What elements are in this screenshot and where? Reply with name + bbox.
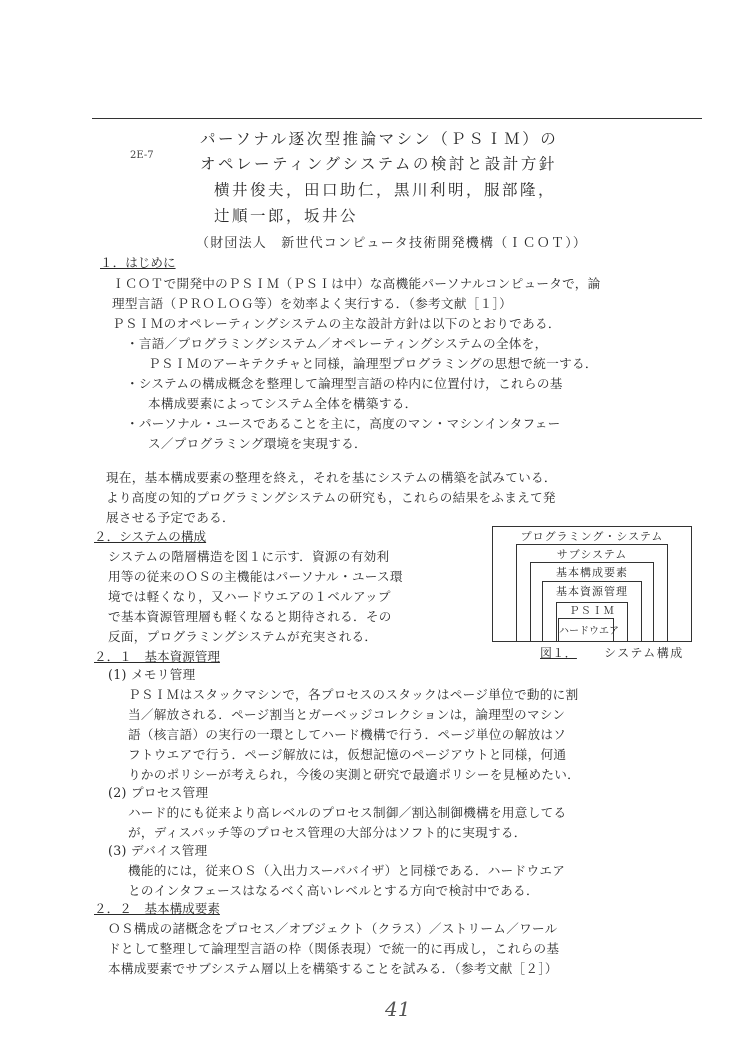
- figure-1-diagram: [492, 526, 692, 642]
- title-line-2: オペレーティングシステムの検討と設計方針: [200, 155, 557, 173]
- sub3-line-1: とのインタフェースはなるべく高いレベルとする方向で検討中である．: [128, 883, 539, 898]
- s22-line-1: ドとして整理して論理型言語の枠（関係表現）で統一的に再成し，これらの基: [108, 941, 560, 956]
- s2-line-4: 反面，プログラミングシステムが充実される．: [108, 629, 378, 644]
- bullet-2-line-0: ・システムの構成概念を整理して論理型言語の枠内に位置付け，これらの基: [126, 376, 563, 391]
- figure-caption-text: システム構成: [604, 646, 684, 660]
- para-line-2: 展させる予定である．: [106, 510, 235, 525]
- sub1-line-1: 当／解放される．ページ割当とガーベッジコレクションは，論理型のマシン: [128, 707, 566, 722]
- s1-line-2: ＰＳＩＭのオペレーティングシステムの主な設計方針は以下のとおりである．: [112, 316, 561, 331]
- sub-1-heading: (1) メモリ管理: [108, 667, 196, 682]
- authors-line-1: 横井俊夫，田口助仁，黒川利明，服部隆，: [214, 181, 557, 199]
- affiliation: （財団法人 新世代コンピュータ技術開発機構（ＩＣＯＴ））: [196, 236, 588, 251]
- s2-line-0: システムの階層構造を図１に示す．資源の有効利: [108, 549, 390, 564]
- sub1-line-2: 語（核言語）の実行の一環としてハード機構で行う．ページ単位の解放はソ: [128, 727, 567, 742]
- bullet-1-line-0: ・言語／プログラミングシステム／オペレーティングシステムの全体を，: [126, 336, 548, 351]
- s1-line-0: ＩＣＯＴで開発中のＰＳＩＭ（ＰＳＩは中）な高機能パーソナルコンピュータで，論: [112, 276, 601, 291]
- s22-line-2: 本構成要素でサブシステム層以上を構築することを試みる．（参考文献［２］）: [108, 961, 558, 976]
- bullet-1-line-1: ＰＳＩＭのアーキテクチャと同様，論理型プログラミングの思想で統一する．: [148, 356, 598, 371]
- figure-caption-label: 図１．: [540, 646, 577, 660]
- section-2-1-heading-text: ２．１ 基本資源管理: [94, 649, 220, 664]
- section-2-heading: ２．システムの構成: [94, 529, 207, 544]
- sub-2-heading: (2) プロセス管理: [108, 785, 209, 800]
- bullet-3-line-0: ・パーソナル・ユースであることを主に，高度のマン・マシンインタフェー: [126, 416, 561, 431]
- section-2-2-heading: [94, 898, 220, 917]
- sub2-line-1: が，ディスパッチ等のプロセス管理の大部分はソフト的に実現する．: [128, 825, 527, 840]
- bullet-3-line-1: ス／プログラミング環境を実現する．: [148, 436, 367, 451]
- sub3-line-0: 機能的には，従来ＯＳ（入出力スーパバイザ）と同様である．ハードウエア: [128, 863, 566, 878]
- bullet-2-line-1: 本構成要素によってシステム全体を構築する．: [148, 396, 418, 411]
- title-line-1: パーソナル逐次型推論マシン（ＰＳＩＭ）の: [200, 130, 559, 148]
- sub-3-heading: (3) デバイス管理: [108, 843, 208, 858]
- para-line-0: 現在，基本構成要素の整理を終え，それを基にシステムの構築を試みている．: [106, 470, 557, 485]
- para-line-1: より高度の知的プログラミングシステムの研究も，これらの結果をふまえて発: [106, 490, 556, 505]
- layer-programming-system: プログラミング・システム: [492, 526, 692, 642]
- layer-basic-components: 基本構成要素: [530, 562, 654, 642]
- section-1-heading: １．はじめに: [100, 255, 176, 270]
- s2-line-2: 境では軽くなり，又ハードウエアの１ベルアップ: [108, 589, 391, 604]
- top-rule: [92, 118, 702, 119]
- section-2-2-heading-text: ２．２ 基本構成要素: [94, 901, 220, 916]
- sub1-line-0: ＰＳＩＭはスタックマシンで，各プロセスのスタックはページ単位で動的に割: [128, 687, 579, 702]
- layer-basic-resource-mgmt: 基本資源管理: [542, 581, 642, 642]
- paper-code: 2E-7: [130, 150, 154, 161]
- authors-line-2: 辻順一郎，坂井公: [214, 207, 359, 225]
- s1-line-1: 理型言語（ＰＲＯＬＯＧ等）を効率よく実行する．（参考文献［１］）: [112, 296, 512, 311]
- layer-subsystem: サブシステム: [516, 544, 668, 642]
- s2-line-3: で基本資源管理層も軽くなると期待される．その: [108, 609, 392, 624]
- layer-psim: ＰＳＩＭ: [556, 602, 628, 642]
- page-number: 41: [385, 997, 411, 1021]
- layer-hardware: ハードウエア: [558, 618, 614, 642]
- s2-line-1: 用等の従来のＯＳの主機能はパーソナル・ユース環: [108, 569, 403, 584]
- section-2-1-heading: [94, 646, 220, 665]
- s22-line-0: ＯＳ構成の諸概念をプロセス／オブジェクト（クラス）／ストリーム／ワール: [108, 921, 558, 936]
- sub2-line-0: ハード的にも従来より高レベルのプロセス制御／割込制御機構を用意してる: [128, 805, 567, 820]
- sub1-line-4: りかのポリシーが考えられ，今後の実測と研究で最適ポリシーを見極めたい．: [128, 767, 581, 782]
- sub1-line-3: フトウエアで行う．ページ解放には，仮想記憶のページアウトと同様，何通: [128, 747, 567, 762]
